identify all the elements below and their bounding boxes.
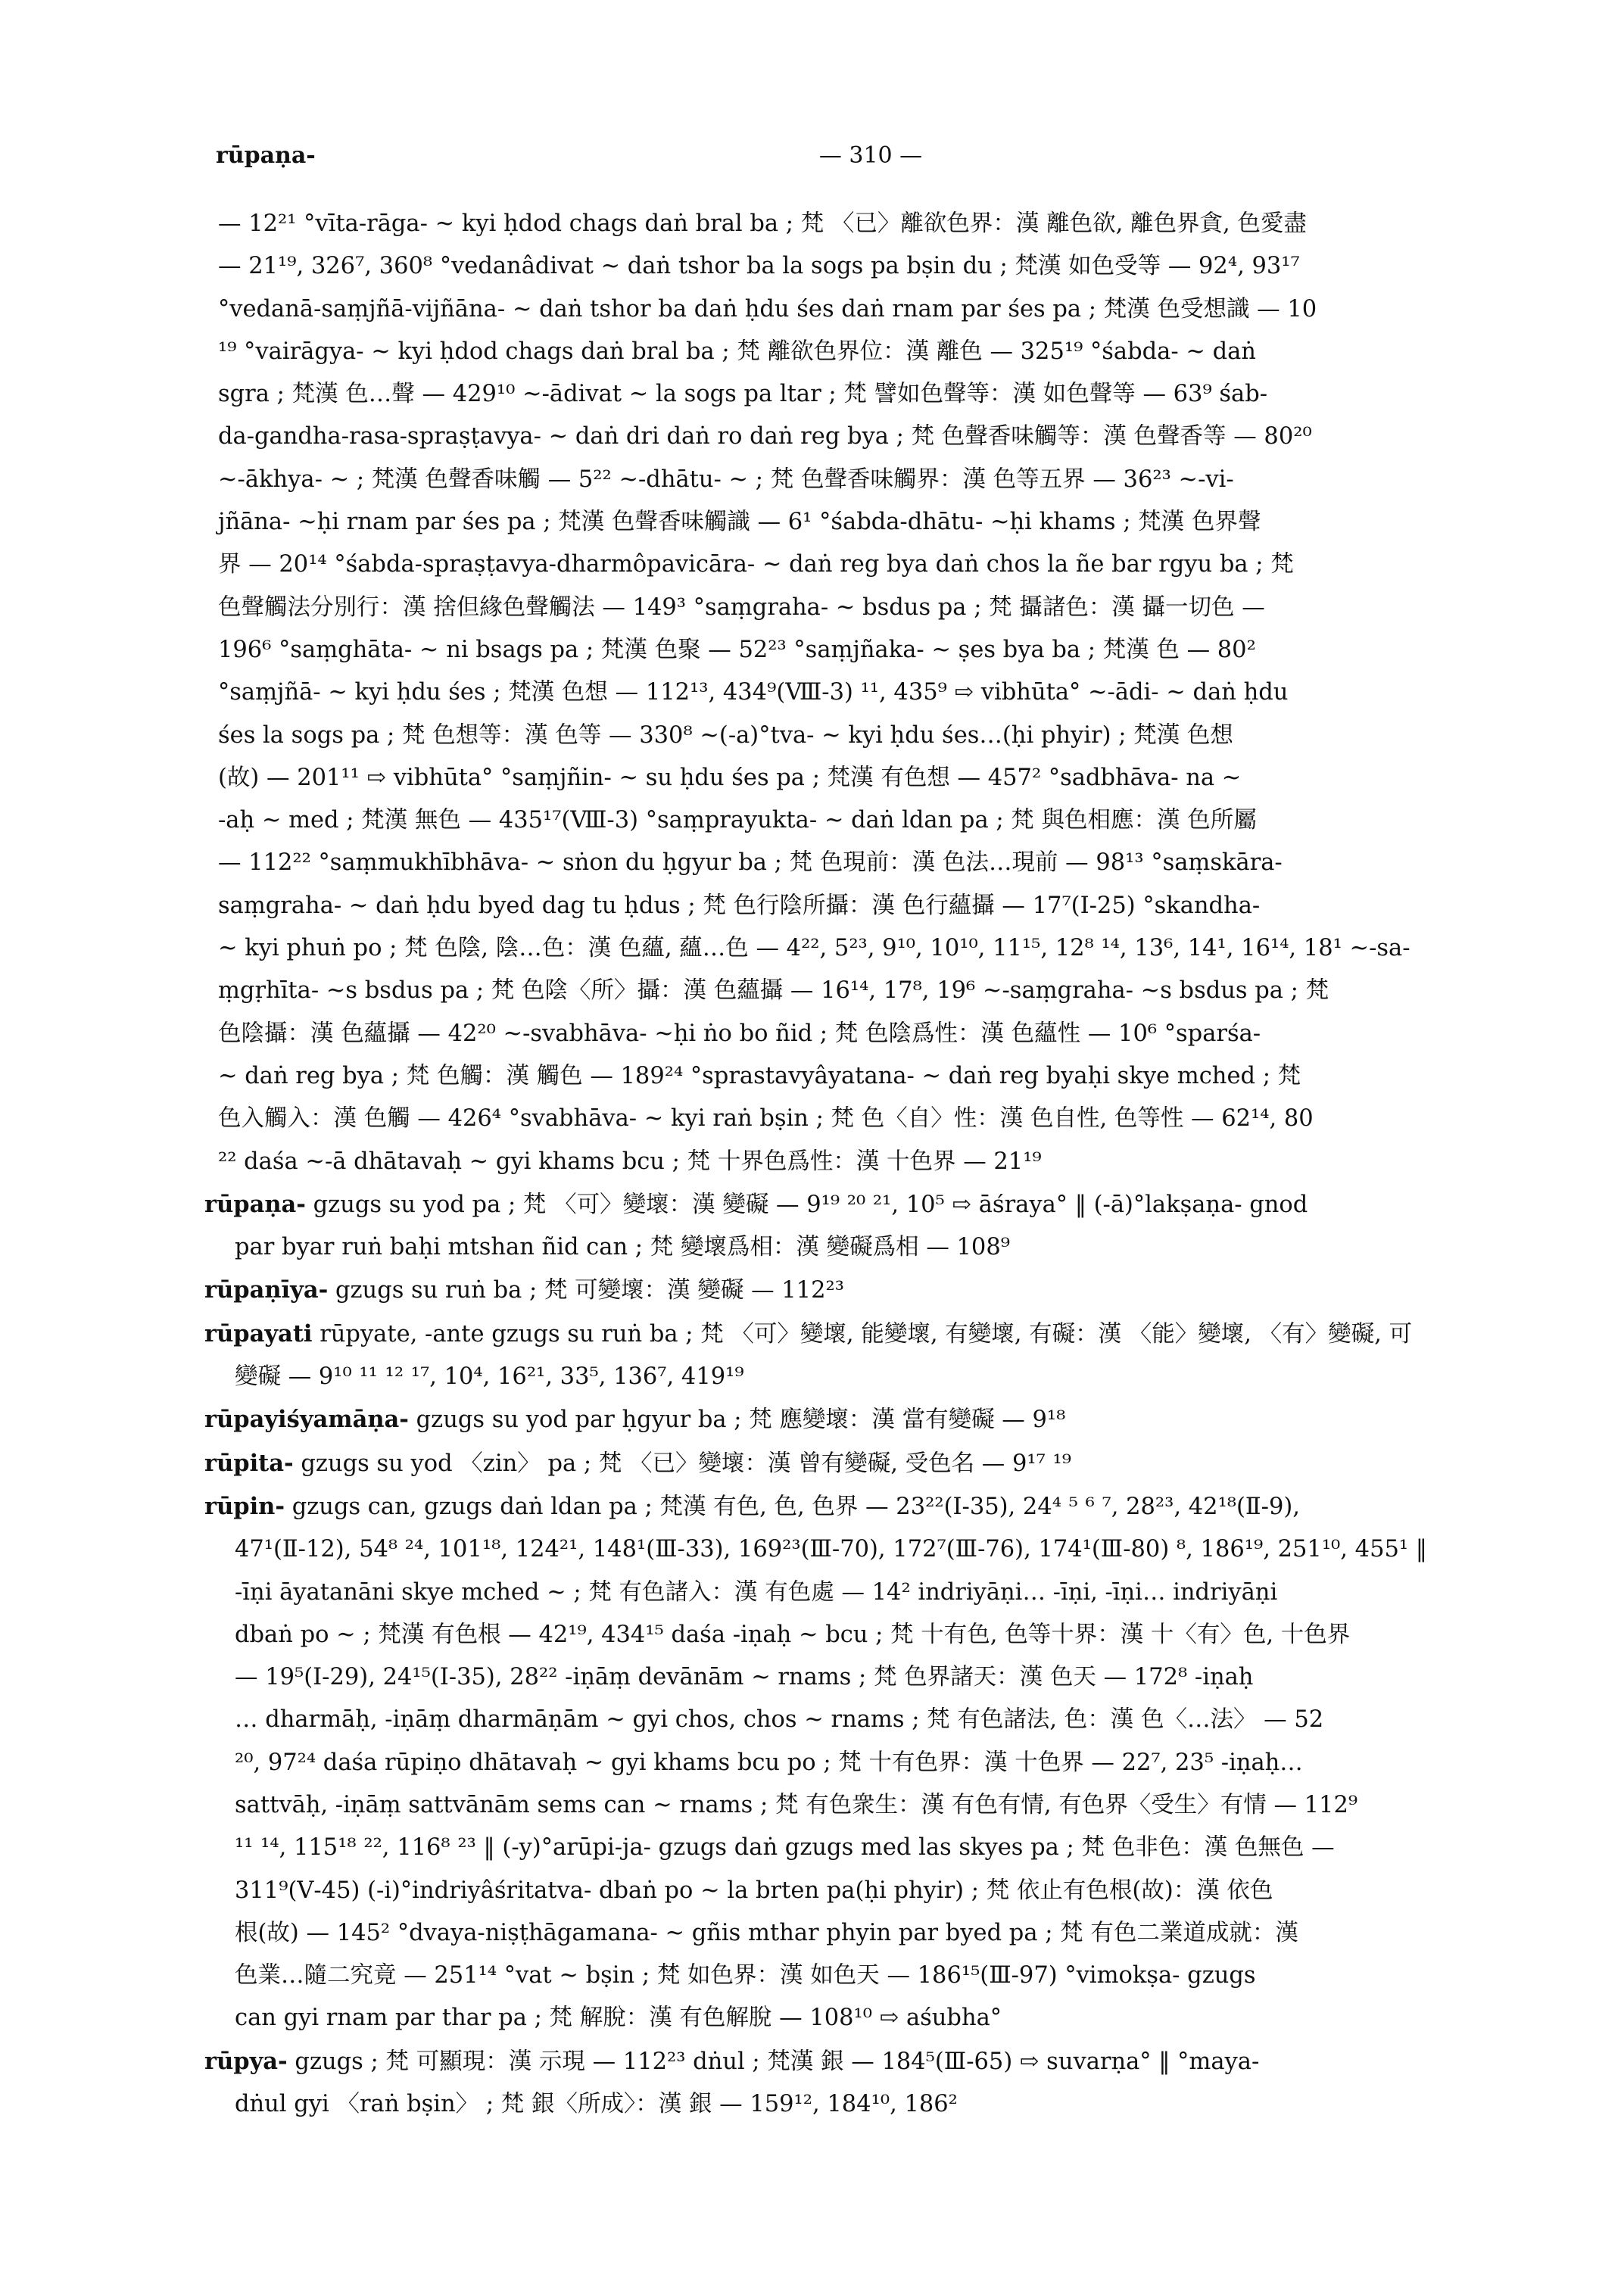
entry-text: (故) — 201¹¹ ⇨ vibhūta° °saṃjñin- ~ su ḥdu śes pa ; 梵漢 有色想 — 457² °sadbhāva- na ~ — [218, 764, 1242, 791]
entry-line — [235, 1870, 1537, 1912]
entry-line — [218, 885, 1537, 927]
entry-text: da-gandha-rasa-spraṣṭavya- ~ daṅ dri daṅ ro daṅ reg bya ; 梵 色聲香味觸等：漢 色聲香等 — 80²⁰ — [218, 423, 1312, 450]
entry-text: 色入觸入：漢 色觸 — 426⁴ °svabhāva- ~ kyi raṅ bṣin ; 梵 色〈自〉性：漢 色自性, 色等性 — 62¹⁴, 80 — [218, 1105, 1314, 1132]
entry-text: ¹¹ ¹⁴, 115¹⁸ ²², 116⁸ ²³ ‖ (-y)°arūpi-ja- gzugs daṅ gzugs med las skyes pa ; 梵 色非色：漢 色無色 — — [235, 1834, 1335, 1862]
entry-line — [235, 1742, 1537, 1784]
entry-text: dṅul gyi 〈raṅ bṣin〉 ; 梵 銀〈所成〉：漢 銀 — 159¹², 184¹⁰, 186² — [235, 2091, 958, 2118]
entry-text: sattvāḥ, -iṇāṃ sattvānām sems can ~ rnams ; 梵 有色衆生：漢 有色有情, 有色界〈受生〉有情 — 112⁹ — [235, 1791, 1358, 1818]
entry-line — [218, 331, 1537, 373]
entry-line — [235, 1784, 1537, 1827]
dictionary-entry — [204, 2040, 1537, 2126]
entry-line — [235, 1614, 1537, 1656]
entry-text: jñāna- ~ḥi rnam par śes pa ; 梵漢 色聲香味觸識 — 6¹ °śabda-dhātu- ~ḥi khams ; 梵漢 色界聲 — [218, 509, 1261, 536]
entry-line — [204, 1269, 1537, 1312]
entry-line — [204, 1398, 1537, 1441]
entry-line — [218, 501, 1537, 544]
entry-text: 47¹(Ⅱ-12), 54⁸ ²⁴, 101¹⁸, 124²¹, 148¹(Ⅲ-33), 169²³(Ⅲ-70), 172⁷(Ⅲ-76), 174¹(Ⅲ-80) ⁸, 186¹⁹, 251¹⁰, 455¹ ‖ — [235, 1536, 1428, 1563]
dictionary-entry — [204, 1269, 1537, 1312]
entry-line — [218, 587, 1537, 629]
entry-text: gzugs su yod par ḥgyur ba ; 梵 應變壞：漢 當有變礙 — 9¹⁸ — [416, 1407, 1066, 1434]
headword: rūpayiśyamāṇa- — [204, 1406, 409, 1434]
entry-text: — 21¹⁹, 326⁷, 360⁸ °vedanâdivat ~ daṅ tshor ba la sogs pa bṣin du ; 梵漢 如色受等 — 92⁴, 93¹⁷ — [218, 253, 1300, 280]
dictionary-entry — [204, 1183, 1537, 1270]
entry-line — [235, 1912, 1537, 1955]
entry-line — [218, 629, 1537, 671]
entry-line — [218, 1141, 1537, 1183]
entry-text: 變礙 — 9¹⁰ ¹¹ ¹² ¹⁷, 10⁴, 16²¹, 33⁵, 136⁷, 419¹⁹ — [235, 1363, 744, 1391]
entry-text: °saṃjñā- ~ kyi ḥdu śes ; 梵漢 色想 — 112¹³, 434⁹(Ⅷ-3) ¹¹, 435⁹ ⇨ vibhūta° ~-ādi- ~ daṅ ḥdu — [218, 679, 1289, 706]
entry-line — [235, 1997, 1537, 2039]
entry-text: … dharmāḥ, -iṇāṃ dharmāṇām ~ gyi chos, chos ~ rnams ; 梵 有色諸法, 色：漢 色〈…法〉 — 52 — [235, 1706, 1324, 1734]
entry-line — [235, 1827, 1537, 1869]
headword: rūpin- — [204, 1492, 285, 1520]
entry-text: 界 — 20¹⁴ °śabda-spraṣṭavya-dharmôpavicāra- ~ daṅ reg bya daṅ chos la ñe bar rgyu ba ; 梵 — [218, 551, 1294, 578]
entry-line — [235, 1528, 1537, 1571]
entry-text: -aḥ ~ med ; 梵漢 無色 — 435¹⁷(Ⅷ-3) °saṃprayukta- ~ daṅ ldan pa ; 梵 與色相應：漢 色所屬 — [218, 807, 1257, 834]
entry-line — [218, 970, 1537, 1012]
page-number: — 310 — — [818, 142, 923, 169]
entry-text: 196⁶ °saṃghāta- ~ ni bsags pa ; 梵漢 色聚 — 52²³ °saṃjñaka- ~ ṣes bya ba ; 梵漢 色 — 80² — [218, 636, 1256, 663]
entry-text: gzugs can, gzugs daṅ ldan pa ; 梵漢 有色, 色, 色界 — 23²²(Ⅰ-35), 24⁴ ⁵ ⁶ ⁷, 28²³, 42¹⁸(Ⅱ-9), — [291, 1493, 1300, 1520]
dictionary-column — [204, 203, 1537, 2171]
headword: rūpayati — [204, 1319, 313, 1347]
entry-text: gzugs su yod 〈zin〉 pa ; 梵 〈已〉變壞：漢 曾有變礙, 受色名 — 9¹⁷ ¹⁹ — [301, 1450, 1071, 1477]
entry-text: 色業…隨二究竟 — 251¹⁴ °vat ~ bṣin ; 梵 如色界：漢 如色天 — 186¹⁵(Ⅲ-97) °vimokṣa- gzugs — [235, 1962, 1256, 1989]
entry-line — [218, 799, 1537, 842]
entry-line — [218, 842, 1537, 884]
entry-text: gzugs su ruṅ ba ; 梵 可變壞：漢 變礙 — 112²³ — [335, 1277, 844, 1304]
dictionary-entry — [204, 1485, 1537, 2040]
entry-line — [204, 1313, 1537, 1356]
entry-line — [218, 544, 1537, 586]
entry-text: °vedanā-saṃjñā-vijñāna- ~ daṅ tshor ba daṅ ḥdu śes daṅ rnam par śes pa ; 梵漢 色受想識 — 10 — [218, 295, 1317, 322]
entry-line — [235, 1656, 1537, 1699]
dictionary-entry — [204, 1442, 1537, 1485]
entry-text: rūpyate, -ante gzugs su ruṅ ba ; 梵 〈可〉變壞, 能變壞, 有變壞, 有礙：漢 〈能〉變壞, 〈有〉變礙, 可 — [320, 1320, 1413, 1347]
entry-line — [218, 1055, 1537, 1098]
entry-line — [235, 1572, 1537, 1614]
entry-line — [235, 1955, 1537, 1997]
entry-line — [218, 671, 1537, 714]
entry-text: — 12²¹ °vīta-rāga- ~ kyi ḥdod chags daṅ bral ba ; 梵 〈已〉離欲色界：漢 離色欲, 離色界貪, 色愛盡 — [218, 210, 1307, 237]
entry-text: gzugs su yod pa ; 梵 〈可〉變壞：漢 變礙 — 9¹⁹ ²⁰ ²¹, 10⁵ ⇨ āśraya° ‖ (-ā)°lakṣaṇa- gnod — [313, 1191, 1308, 1218]
entry-line — [204, 1183, 1537, 1226]
entry-text: par byar ruṅ baḥi mtshan ñid can ; 梵 變壞爲相：漢 變礙爲相 — 108⁹ — [235, 1234, 1010, 1261]
entry-line — [204, 2040, 1537, 2083]
entry-line — [235, 2083, 1537, 2126]
entry-line — [204, 1485, 1537, 1528]
entry-line — [218, 459, 1537, 501]
running-head: rūpaṇa- — [216, 142, 316, 169]
entry-line — [218, 1013, 1537, 1055]
entry-line — [218, 288, 1537, 331]
entry-text: dbaṅ po ~ ; 梵漢 有色根 — 42¹⁹, 434¹⁵ daśa -iṇaḥ ~ bcu ; 梵 十有色, 色等十界：漢 十〈有〉色, 十色界 — [235, 1621, 1351, 1648]
headword: rūpaṇīya- — [204, 1276, 329, 1304]
entry-line — [218, 757, 1537, 799]
entry-text: śes la sogs pa ; 梵 色想等：漢 色等 — 330⁸ ~(-a)°tva- ~ kyi ḥdu śes…(ḥi phyir) ; 梵漢 色想 — [218, 721, 1233, 749]
entry-text: can gyi rnam par thar pa ; 梵 解脫：漢 有色解脫 — 108¹⁰ ⇨ aśubha° — [235, 2005, 1002, 2032]
entry-text: 色聲觸法分別行：漢 捨但緣色聲觸法 — 149³ °saṃgraha- ~ bsdus pa ; 梵 攝諸色：漢 攝一切色 — — [218, 594, 1265, 621]
dictionary-entry — [204, 1398, 1537, 1441]
entry-line — [218, 1098, 1537, 1140]
entry-text: ~-ākhya- ~ ; 梵漢 色聲香味觸 — 5²² ~-dhātu- ~ ; 梵 色聲香味觸界：漢 色等五界 — 36²³ ~-vi- — [218, 466, 1234, 493]
entry-text: 根(故) — 145² °dvaya-niṣṭhāgamana- ~ gñis mthar phyin par byed pa ; 梵 有色二業道成就：漢 — [235, 1919, 1298, 1946]
entry-line — [218, 715, 1537, 757]
entry-line — [235, 1699, 1537, 1741]
entry-text: gzugs ; 梵 可顯現：漢 示現 — 112²³ dṅul ; 梵漢 銀 — 184⁵(Ⅲ-65) ⇨ suvarṇa° ‖ °maya- — [295, 2048, 1260, 2075]
entry-text: 311⁹(Ⅴ-45) (-i)°indriyâśritatva- dbaṅ po ~ la brten pa(ḥi phyir) ; 梵 依止有色根(故)：漢 依色 — [235, 1877, 1273, 1904]
entry-line — [218, 373, 1537, 416]
entry-text: — 112²² °saṃmukhībhāva- ~ sṅon du ḥgyur ba ; 梵 色現前：漢 色法…現前 — 98¹³ °saṃskāra- — [218, 849, 1283, 877]
headword: rūpita- — [204, 1449, 294, 1477]
entry-text: ²² daśa ~-ā dhātavaḥ ~ gyi khams bcu ; 梵 十界色爲性：漢 十色界 — 21¹⁹ — [218, 1148, 1042, 1175]
entry-line — [235, 1226, 1537, 1269]
entry-line — [204, 1442, 1537, 1485]
entry-text: ²⁰, 97²⁴ daśa rūpiṇo dhātavaḥ ~ gyi khams bcu po ; 梵 十有色界：漢 十色界 — 22⁷, 23⁵ -iṇaḥ… — [235, 1749, 1303, 1776]
entry-text: ¹⁹ °vairāgya- ~ kyi ḥdod chags daṅ bral ba ; 梵 離欲色界位：漢 離色 — 325¹⁹ °śabda- ~ daṅ — [218, 338, 1256, 365]
entry-line — [218, 245, 1537, 288]
entry-line — [218, 927, 1537, 970]
entry-line — [235, 1356, 1537, 1398]
entry-text: ~ kyi phuṅ po ; 梵 色陰, 陰…色：漢 色蘊, 蘊…色 — 4²², 5²³, 9¹⁰, 10¹⁰, 11¹⁵, 12⁸ ¹⁴, 13⁶, 14¹, 16¹⁴, 18¹ ~-sa- — [218, 935, 1410, 962]
page-header — [216, 142, 1526, 180]
entry-text: ~ daṅ reg bya ; 梵 色觸：漢 觸色 — 189²⁴ °sprastavyâyatana- ~ daṅ reg byaḥi skye mched ; 梵 — [218, 1062, 1301, 1089]
entry-text: — 19⁵(Ⅰ-29), 24¹⁵(Ⅰ-35), 28²² -iṇāṃ devānām ~ rnams ; 梵 色界諸天：漢 色天 — 172⁸ -iṇaḥ — [235, 1664, 1254, 1691]
entry-text: 色陰攝：漢 色蘊攝 — 42²⁰ ~-svabhāva- ~ḥi ṅo bo ñid ; 梵 色陰爲性：漢 色蘊性 — 10⁶ °sparśa- — [218, 1020, 1261, 1047]
entry-continuation — [204, 203, 1537, 1183]
headword: rūpaṇa- — [204, 1190, 306, 1218]
entry-line — [218, 203, 1537, 245]
dictionary-entry — [204, 1313, 1537, 1399]
entry-text: ṃgṛhīta- ~s bsdus pa ; 梵 色陰〈所〉攝：漢 色蘊攝 — 16¹⁴, 17⁸, 19⁶ ~-saṃgraha- ~s bsdus pa ; 梵 — [218, 977, 1329, 1005]
entry-text: saṃgraha- ~ daṅ ḥdu byed dag tu ḥdus ; 梵 色行陰所攝：漢 色行蘊攝 — 17⁷(Ⅰ-25) °skandha- — [218, 892, 1261, 919]
entry-text: -īṇi āyatanāni skye mched ~ ; 梵 有色諸入：漢 有色處 — 14² indriyāṇi… -īṇi, -īṇi… indriyāṇi — [235, 1578, 1278, 1606]
entry-line — [218, 416, 1537, 458]
entry-text: sgra ; 梵漢 色…聲 — 429¹⁰ ~-ādivat ~ la sogs pa ltar ; 梵 譬如色聲等：漢 如色聲等 — 63⁹ śab- — [218, 381, 1268, 408]
headword: rūpya- — [204, 2047, 288, 2075]
